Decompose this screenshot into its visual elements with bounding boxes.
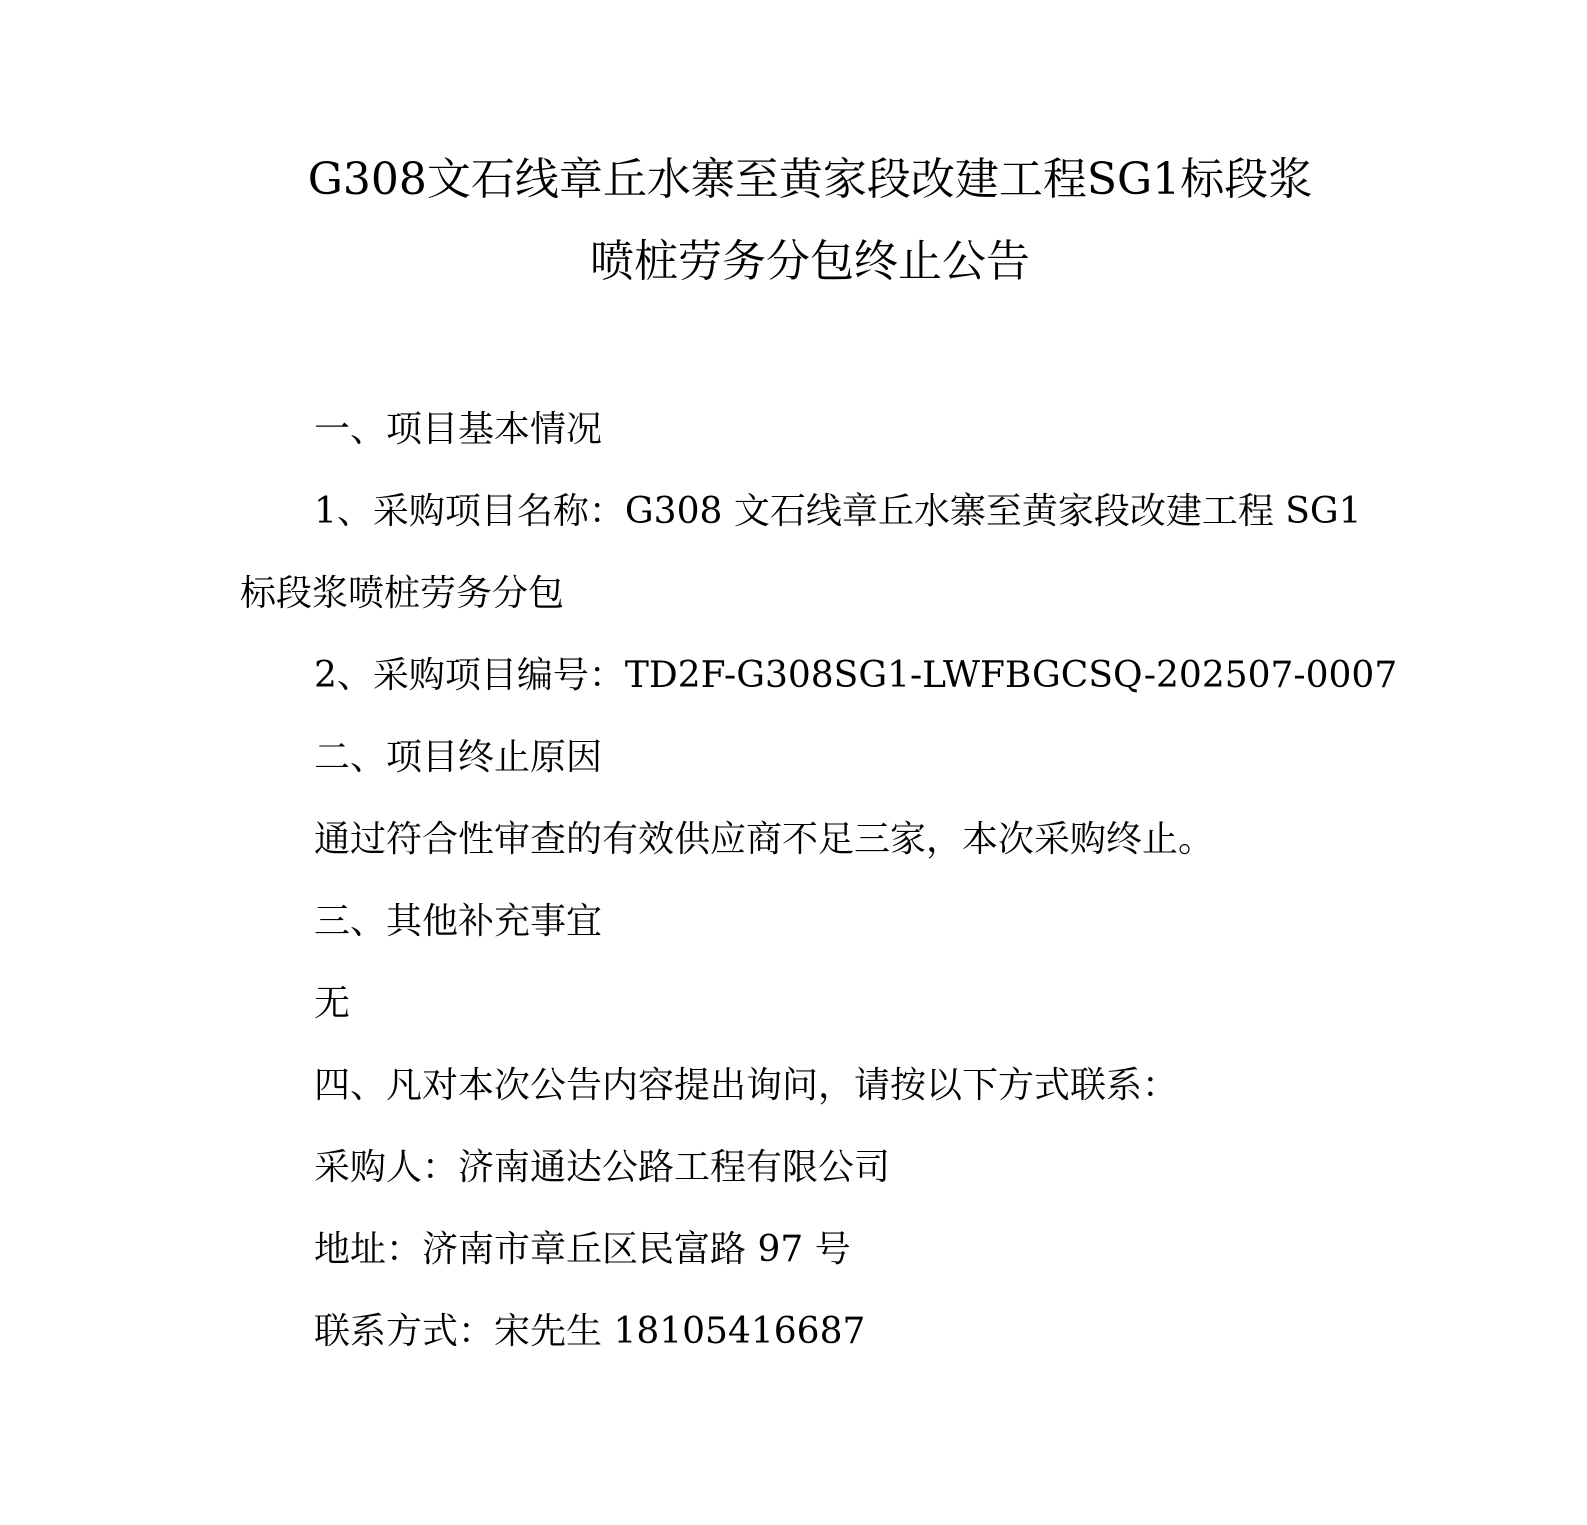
address: 地址：济南市章丘区民富路 97 号	[314, 1229, 851, 1270]
contact-info: 联系方式：宋先生 18105416687	[314, 1311, 866, 1352]
document-title-line-2: 喷桩劳务分包终止公告	[590, 236, 1030, 287]
project-name-line-1: 1、采购项目名称：G308 文石线章丘水寨至黄家段改建工程 SG1	[314, 491, 1362, 532]
termination-reason: 通过符合性审查的有效供应商不足三家，本次采购终止。	[314, 819, 1215, 860]
project-name-line-2: 标段浆喷桩劳务分包	[240, 573, 565, 614]
section-1-heading: 一、项目基本情况	[314, 409, 603, 450]
supplementary-matters: 无	[314, 983, 351, 1024]
project-number: 2、采购项目编号：TD2F-G308SG1-LWFBGCSQ-202507-0007	[314, 655, 1398, 696]
section-3-heading: 三、其他补充事宜	[314, 901, 603, 942]
section-4-heading: 四、凡对本次公告内容提出询问，请按以下方式联系：	[314, 1065, 1179, 1106]
section-2-heading: 二、项目终止原因	[314, 737, 603, 778]
document-title-line-1: G308文石线章丘水寨至黄家段改建工程SG1标段浆	[307, 154, 1313, 205]
purchaser: 采购人：济南通达公路工程有限公司	[314, 1147, 891, 1188]
